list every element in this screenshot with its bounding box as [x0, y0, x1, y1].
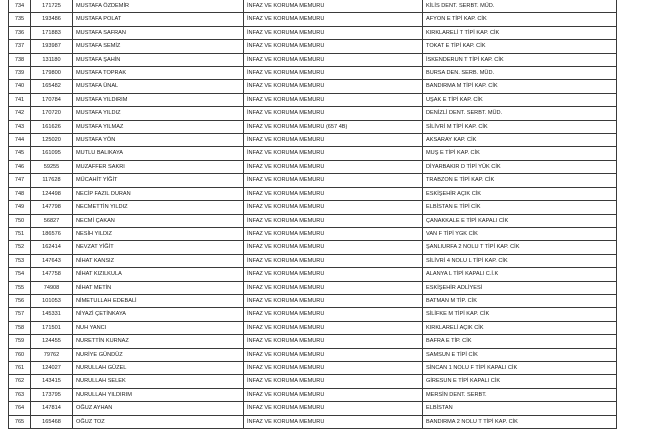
row-number-cell: 760 [9, 348, 31, 361]
table-row [9, 93, 617, 106]
job-title-cell: İNFAZ VE KORUMA MEMURU [244, 67, 423, 80]
row-number-cell: 746 [9, 160, 31, 173]
row-number-cell: 756 [9, 294, 31, 307]
job-title-cell: İNFAZ VE KORUMA MEMURU [244, 147, 423, 160]
registry-number-cell: 193987 [31, 40, 73, 53]
job-title-cell: İNFAZ VE KORUMA MEMURU [244, 254, 423, 267]
registry-number-cell: 171883 [31, 26, 73, 39]
job-title-cell: İNFAZ VE KORUMA MEMURU [244, 93, 423, 106]
full-name-cell: NİHAT KANSIZ [73, 254, 244, 267]
full-name-cell: NEVZAT YİĞİT [73, 241, 244, 254]
full-name-cell: NURULLAH GÜZEL [73, 361, 244, 374]
full-name-cell: MUSTAFA YILDIRIM [73, 93, 244, 106]
table-row [9, 281, 617, 294]
registry-number-cell: 171501 [31, 321, 73, 334]
job-title-cell: İNFAZ VE KORUMA MEMURU [244, 13, 423, 26]
job-title-cell: İNFAZ VE KORUMA MEMURU [244, 241, 423, 254]
table-row [9, 53, 617, 66]
table-row [9, 40, 617, 53]
row-number-cell: 755 [9, 281, 31, 294]
registry-number-cell: 147758 [31, 268, 73, 281]
job-title-cell: İNFAZ VE KORUMA MEMURU [244, 26, 423, 39]
registry-number-cell: 74908 [31, 281, 73, 294]
assigned-unit-cell: ESKİŞEHİR AÇIK CİK [423, 187, 617, 200]
full-name-cell: NECMİ ÇAKAN [73, 214, 244, 227]
job-title-cell: İNFAZ VE KORUMA MEMURU [244, 321, 423, 334]
full-name-cell: NURULLAH SELEK [73, 375, 244, 388]
registry-number-cell: 147643 [31, 254, 73, 267]
row-number-cell: 765 [9, 415, 31, 428]
full-name-cell: MUSTAFA YILMAZ [73, 120, 244, 133]
table-row [9, 147, 617, 160]
job-title-cell: İNFAZ VE KORUMA MEMURU [244, 227, 423, 240]
registry-number-cell: 165468 [31, 415, 73, 428]
registry-number-cell: 145331 [31, 308, 73, 321]
job-title-cell: İNFAZ VE KORUMA MEMURU [244, 268, 423, 281]
table-row [9, 227, 617, 240]
full-name-cell: NESİH YILDIZ [73, 227, 244, 240]
assigned-unit-cell: ESKİŞEHİR ADLİYESİ [423, 281, 617, 294]
job-title-cell: İNFAZ VE KORUMA MEMURU [244, 134, 423, 147]
job-title-cell: İNFAZ VE KORUMA MEMURU [244, 107, 423, 120]
table-row [9, 361, 617, 374]
assigned-unit-cell: TOKAT E TİPİ KAP. CİK [423, 40, 617, 53]
assigned-unit-cell: BURSA DEN. SERB. MÜD. [423, 67, 617, 80]
full-name-cell: NİMETULLAH EDEBALİ [73, 294, 244, 307]
registry-number-cell: 124455 [31, 335, 73, 348]
row-number-cell: 751 [9, 227, 31, 240]
table-row [9, 201, 617, 214]
assigned-unit-cell: MERSİN DENT. SERBT. [423, 388, 617, 401]
table-body [9, 0, 617, 429]
full-name-cell: NUH YANCI [73, 321, 244, 334]
full-name-cell: OĞUZ AYHAN [73, 402, 244, 415]
table-row [9, 388, 617, 401]
full-name-cell: MUZAFFER SAKRI [73, 160, 244, 173]
table-row [9, 26, 617, 39]
row-number-cell: 750 [9, 214, 31, 227]
table-row [9, 241, 617, 254]
full-name-cell: MUSTAFA ÖZDEMİR [73, 0, 244, 13]
table-row [9, 67, 617, 80]
job-title-cell: İNFAZ VE KORUMA MEMURU [244, 80, 423, 93]
registry-number-cell: 161626 [31, 120, 73, 133]
job-title-cell: İNFAZ VE KORUMA MEMURU [244, 281, 423, 294]
registry-number-cell: 124027 [31, 361, 73, 374]
row-number-cell: 736 [9, 26, 31, 39]
full-name-cell: NURULLAH YILDIRIM [73, 388, 244, 401]
assigned-unit-cell: DENİZLİ DENT. SERBT. MÜD. [423, 107, 617, 120]
full-name-cell: NİYAZİ ÇETİNKAYA [73, 308, 244, 321]
assigned-unit-cell: KIRKLARELİ T TİPİ KAP. CİK [423, 26, 617, 39]
assigned-unit-cell: MUŞ E TİPİ KAP. CİK [423, 147, 617, 160]
full-name-cell: NURİYE GÜNDÜZ [73, 348, 244, 361]
job-title-cell: İNFAZ VE KORUMA MEMURU [244, 402, 423, 415]
table-row [9, 254, 617, 267]
registry-number-cell: 161095 [31, 147, 73, 160]
table-row [9, 321, 617, 334]
assigned-unit-cell: DİYARBAKIR D TİPİ YÜK CİK [423, 160, 617, 173]
table-row [9, 268, 617, 281]
table-row [9, 187, 617, 200]
full-name-cell: MÜCAHİT YİĞİT [73, 174, 244, 187]
row-number-cell: 738 [9, 53, 31, 66]
assigned-unit-cell: AFYON E TİPİ KAP. CİK [423, 13, 617, 26]
job-title-cell: İNFAZ VE KORUMA MEMURU [244, 294, 423, 307]
row-number-cell: 759 [9, 335, 31, 348]
registry-number-cell: 173795 [31, 388, 73, 401]
job-title-cell: İNFAZ VE KORUMA MEMURU [244, 375, 423, 388]
table-row [9, 375, 617, 388]
table-row [9, 134, 617, 147]
table-row [9, 402, 617, 415]
row-number-cell: 764 [9, 402, 31, 415]
registry-number-cell: 79762 [31, 348, 73, 361]
row-number-cell: 745 [9, 147, 31, 160]
registry-number-cell: 147814 [31, 402, 73, 415]
assigned-unit-cell: İSKENDERUN T TİPİ KAP. CİK [423, 53, 617, 66]
full-name-cell: MUSTAFA YÖN [73, 134, 244, 147]
job-title-cell: İNFAZ VE KORUMA MEMURU [244, 348, 423, 361]
table-row [9, 0, 617, 13]
assigned-unit-cell: ÇANAKKALE E TİPİ KAPALI CİK [423, 214, 617, 227]
row-number-cell: 737 [9, 40, 31, 53]
assigned-unit-cell: SİNCAN 1 NOLU F TİPİ KAPALI CİK [423, 361, 617, 374]
registry-number-cell: 124498 [31, 187, 73, 200]
registry-number-cell: 165482 [31, 80, 73, 93]
job-title-cell: İNFAZ VE KORUMA MEMURU [244, 187, 423, 200]
row-number-cell: 761 [9, 361, 31, 374]
job-title-cell: İNFAZ VE KORUMA MEMURU (657 4B) [244, 120, 423, 133]
assigned-unit-cell: AKSARAY KAP. CİK [423, 134, 617, 147]
assigned-unit-cell: SAMSUN E TİPİ CİK [423, 348, 617, 361]
full-name-cell: MUSTAFA SEMİZ [73, 40, 244, 53]
job-title-cell: İNFAZ VE KORUMA MEMURU [244, 308, 423, 321]
full-name-cell: MUSTAFA SAFRAN [73, 26, 244, 39]
row-number-cell: 748 [9, 187, 31, 200]
assigned-unit-cell: BAFRA E TİP. CİK [423, 335, 617, 348]
table-row [9, 107, 617, 120]
row-number-cell: 758 [9, 321, 31, 334]
full-name-cell: NURETTİN KURNAZ [73, 335, 244, 348]
table-row [9, 308, 617, 321]
table-row [9, 13, 617, 26]
assigned-unit-cell: ALANYA L TİPİ KAPALI C.İ.K [423, 268, 617, 281]
job-title-cell: İNFAZ VE KORUMA MEMURU [244, 214, 423, 227]
job-title-cell: İNFAZ VE KORUMA MEMURU [244, 40, 423, 53]
table-row [9, 294, 617, 307]
registry-number-cell: 56827 [31, 214, 73, 227]
row-number-cell: 757 [9, 308, 31, 321]
job-title-cell: İNFAZ VE KORUMA MEMURU [244, 361, 423, 374]
assigned-unit-cell: BANDIRMA 2 NOLU T TİPİ KAP. CİK [423, 415, 617, 428]
job-title-cell: İNFAZ VE KORUMA MEMURU [244, 415, 423, 428]
row-number-cell: 762 [9, 375, 31, 388]
table-row [9, 348, 617, 361]
table-row [9, 415, 617, 428]
row-number-cell: 740 [9, 80, 31, 93]
full-name-cell: MUTLU BALIKAYA [73, 147, 244, 160]
assigned-unit-cell: BATMAN M TİP. CİK [423, 294, 617, 307]
full-name-cell: NİHAT METİN [73, 281, 244, 294]
registry-number-cell: 101053 [31, 294, 73, 307]
row-number-cell: 754 [9, 268, 31, 281]
assigned-unit-cell: KIRKLARELİ AÇIK CİK [423, 321, 617, 334]
assigned-unit-cell: ŞANLIURFA 2 NOLU T TİPİ KAP. CİK [423, 241, 617, 254]
table-row [9, 214, 617, 227]
row-number-cell: 739 [9, 67, 31, 80]
registry-number-cell: 131180 [31, 53, 73, 66]
registry-number-cell: 171725 [31, 0, 73, 13]
assigned-unit-cell: TRABZON E TİPİ KAP. CİK [423, 174, 617, 187]
registry-number-cell: 59255 [31, 160, 73, 173]
assigned-unit-cell: VAN F TİPİ YGK CİK [423, 227, 617, 240]
table-row [9, 174, 617, 187]
assigned-unit-cell: BANDIRMA M TİPİ KAP. CİK [423, 80, 617, 93]
assigned-unit-cell: GİRESUN E TİPİ KAPALI CİK [423, 375, 617, 388]
assigned-unit-cell: ELBİSTAN E TİPİ CİK [423, 201, 617, 214]
registry-number-cell: 186576 [31, 227, 73, 240]
assigned-unit-cell: KİLİS DENT. SERBT. MÜD. [423, 0, 617, 13]
personnel-table [8, 0, 617, 429]
row-number-cell: 741 [9, 93, 31, 106]
row-number-cell: 752 [9, 241, 31, 254]
personnel-list-page [8, 0, 616, 429]
job-title-cell: İNFAZ VE KORUMA MEMURU [244, 201, 423, 214]
table-row [9, 80, 617, 93]
row-number-cell: 763 [9, 388, 31, 401]
registry-number-cell: 147798 [31, 201, 73, 214]
job-title-cell: İNFAZ VE KORUMA MEMURU [244, 174, 423, 187]
job-title-cell: İNFAZ VE KORUMA MEMURU [244, 53, 423, 66]
job-title-cell: İNFAZ VE KORUMA MEMURU [244, 0, 423, 13]
row-number-cell: 735 [9, 13, 31, 26]
row-number-cell: 753 [9, 254, 31, 267]
row-number-cell: 749 [9, 201, 31, 214]
registry-number-cell: 162414 [31, 241, 73, 254]
assigned-unit-cell: ELBİSTAN [423, 402, 617, 415]
row-number-cell: 742 [9, 107, 31, 120]
full-name-cell: MUSTAFA TOPRAK [73, 67, 244, 80]
full-name-cell: NİHAT KIZILKULA [73, 268, 244, 281]
row-number-cell: 744 [9, 134, 31, 147]
job-title-cell: İNFAZ VE KORUMA MEMURU [244, 160, 423, 173]
registry-number-cell: 193486 [31, 13, 73, 26]
table-row [9, 120, 617, 133]
full-name-cell: NECİP FAZIL DURAN [73, 187, 244, 200]
assigned-unit-cell: SİLİVRİ 4 NOLU L TİPİ KAP. CİK [423, 254, 617, 267]
registry-number-cell: 125020 [31, 134, 73, 147]
row-number-cell: 747 [9, 174, 31, 187]
job-title-cell: İNFAZ VE KORUMA MEMURU [244, 335, 423, 348]
assigned-unit-cell: SİLİFKE M TİPİ KAP. CİK [423, 308, 617, 321]
registry-number-cell: 170720 [31, 107, 73, 120]
table-row [9, 335, 617, 348]
full-name-cell: NECMETTİN YILDIZ [73, 201, 244, 214]
registry-number-cell: 143415 [31, 375, 73, 388]
job-title-cell: İNFAZ VE KORUMA MEMURU [244, 388, 423, 401]
row-number-cell: 743 [9, 120, 31, 133]
registry-number-cell: 117628 [31, 174, 73, 187]
full-name-cell: MUSTAFA ÜNAL [73, 80, 244, 93]
assigned-unit-cell: SİLİVRİ M TİPİ KAP. CİK [423, 120, 617, 133]
assigned-unit-cell: UŞAK E TİPİ KAP. CİK [423, 93, 617, 106]
table-row [9, 160, 617, 173]
full-name-cell: MUSTAFA YILDIZ [73, 107, 244, 120]
full-name-cell: OĞUZ TOZ [73, 415, 244, 428]
full-name-cell: MUSTAFA ŞAHİN [73, 53, 244, 66]
full-name-cell: MUSTAFA POLAT [73, 13, 244, 26]
registry-number-cell: 179800 [31, 67, 73, 80]
registry-number-cell: 170784 [31, 93, 73, 106]
row-number-cell: 734 [9, 0, 31, 13]
